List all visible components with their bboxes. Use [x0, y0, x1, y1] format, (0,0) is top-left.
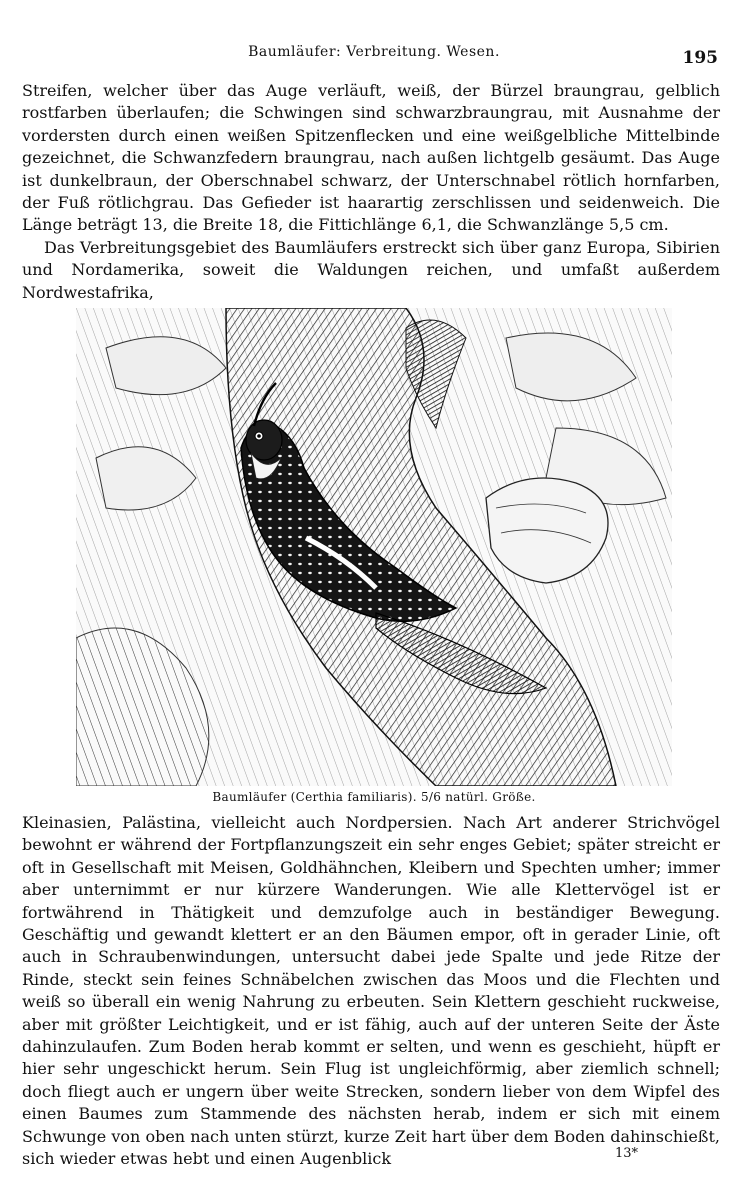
engraving-image: [76, 308, 672, 786]
running-head: Baumläufer: Verbreitung. Wesen.: [248, 44, 500, 60]
figure-caption: Baumläufer (Certhia familiaris). 5/6 natürl. Größe.: [212, 790, 536, 804]
page-header: [0, 44, 748, 68]
text-block-bottom: [22, 812, 720, 1171]
treecreeper-illustration: [76, 308, 672, 786]
text-block-top: [22, 80, 720, 304]
paragraph: Das Verbreitungsgebiet des Baumläufers erstreckt sich über ganz Europa, Sibirien und Nordamerika, soweit die Waldungen reichen, und umfaßt außerdem Nordwestafrika,: [22, 237, 720, 302]
page-number: 195: [682, 48, 718, 68]
paragraph: Kleinasien, Palästina, vielleicht auch Nordpersien. Nach Art anderer Strichvögel bewohnt er während der Fortpflanzungszeit ein sehr enges Gebiet; später streicht er oft in Gesellschaft mit Meisen, Goldhähnchen, Kleibern und Spechten umher; immer aber unternimmt er nur kürzere Wanderungen. Wie alle Klettervögel ist er fortwährend in Thätigkeit und demzufolge auch in beständiger Bewegung. Geschäftig und gewandt klettert er an den Bäumen empor, oft in gerader Linie, oft auch in Schraubenwindungen, untersucht dabei jede Spalte und jede Ritze der Rinde, steckt sein feines Schnäbelchen zwischen das Moos und die Flechten und weiß so überall ein wenig Nahrung zu erbeuten. Sein Klettern geschieht ruckweise, aber mit größter Leichtigkeit, und er ist fähig, auch auf der unteren Seite der Äste dahinzulaufen. Zum Boden herab kommt er selten, und wenn es geschieht, hüpft er hier sehr ungeschickt herum. Sein Flug ist ungleichförmig, aber ziemlich schnell; doch fliegt auch er ungern über weite Strecken, sondern lieber von dem Wipfel des einen Baumes zum Stammende des nächsten herab, indem er sich mit einem Schwunge von oben nach unten stürzt, kurze Zeit hart über dem Boden dahinschießt, sich wieder etwas hebt und einen Augenblick: [22, 813, 720, 1169]
paragraph: Streifen, welcher über das Auge verläuft, weiß, der Bürzel braungrau, gelblich rostfarben überlaufen; die Schwingen sind schwarzbraungrau, mit Ausnahme der vordersten durch einen weißen Spitzenflecken und eine weißgelbliche Mittelbinde gezeichnet, die Schwanzfedern braungrau, nach außen lichtgelb gesäumt. Das Auge ist dunkelbraun, der Oberschnabel schwarz, der Unterschnabel rötlich hornfarben, der Fuß rötlichgrau. Das Gefieder ist haarartig zerschlissen und seidenweich. Die Länge beträgt 13, die Breite 18, die Fittichlänge 6,1, die Schwanzlänge 5,5 cm.: [22, 81, 720, 235]
printer-signature: 13*: [614, 1146, 638, 1161]
